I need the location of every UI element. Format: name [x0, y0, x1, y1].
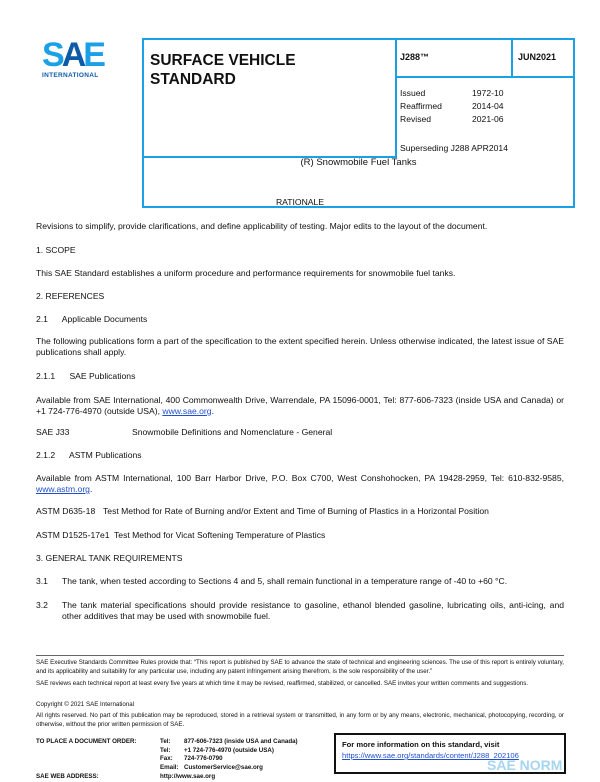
paragraph: This SAE Standard establishes a uniform procedure and performance requirements for snowmobile fuel tanks. [36, 268, 456, 278]
paragraph: Available from SAE International, 400 Commonwealth Drive, Warrendale, PA 15096-0001, Tel: 877-606-7323 (inside USA and Canada) or +1 724-776-4970 (outside USA), www.sae.org. [36, 395, 564, 416]
paragraph: The following publications form a part of the specification to the extent specified herein. Unless otherwise indicated, the latest issue of SAE publications shall apply. [36, 336, 564, 357]
reference-title: Test Method for Rate of Burning and/or Extent and Time of Burning of Plastics in a Horizontal Position [103, 506, 489, 516]
contact-values: 877-606-7323 (inside USA and Canada) +1 724-776-4970 (outside USA) 724-776-0790 CustomerService@sae.org [184, 738, 298, 771]
doc-date: JUN2021 [518, 52, 557, 62]
web-label: SAE WEB ADDRESS: [36, 773, 99, 780]
reference-id: ASTM D635-18 [36, 506, 96, 516]
section-heading: 2.1.2 ASTM Publications [36, 450, 142, 460]
paragraph: The tank, when tested according to Sections 4 and 5, shall remain functional in a temperature range of -40 to +60 °C. [62, 576, 508, 586]
rationale-text: Revisions to simplify, provide clarifications, and define applicability of testing. Major edits to the layout of the document. [36, 221, 488, 231]
doc-type: SURFACE VEHICLE STANDARD [150, 52, 296, 88]
section-heading: 2.1.1 SAE Publications [36, 371, 136, 381]
doc-number: J288™ [400, 52, 430, 62]
astm-link[interactable]: www.astm.org [36, 484, 90, 494]
para-number: 3.2 [36, 600, 48, 610]
dates-values: 1972-10 2014-04 2021-06 [472, 88, 504, 124]
logo-mark: SAE [42, 36, 103, 74]
web-address[interactable]: http://www.sae.org [160, 773, 216, 780]
para-number: 3.1 [36, 576, 48, 586]
reference-id: ASTM D1525-17e1 [36, 530, 110, 540]
section-heading: 2. REFERENCES [36, 291, 105, 301]
footer-review: SAE reviews each technical report at least every five years at which time it may be revised, reaffirmed, stabilized, or cancelled. SAE invites your written comments and suggestions. [36, 680, 529, 687]
paragraph: The tank material specifications should provide resistance to gasoline, ethanol blended gasoline, lubricating oils, anti-icing, and other additives that may be used with snowmobile fuel. [62, 600, 564, 621]
info-link[interactable]: https://www.sae.org/standards/content/J288_202106 [342, 751, 519, 760]
contact-keys: Tel: Tel: Fax: Email: [160, 738, 179, 771]
paragraph: Available from ASTM International, 100 Barr Harbor Drive, P.O. Box C700, West Conshohocken, PA 19428-2959, Tel: 610-832-9585, www.astm.org. [36, 473, 564, 494]
reference-id: SAE J33 [36, 427, 70, 437]
dates-labels: Issued Reaffirmed Revised [400, 88, 442, 124]
doc-title: (R) Snowmobile Fuel Tanks [300, 157, 417, 168]
info-heading: For more information on this standard, visit [342, 740, 500, 749]
section-heading: 1. SCOPE [36, 245, 76, 255]
copyright: Copyright © 2021 SAE International [36, 701, 135, 708]
footer-divider [36, 655, 564, 656]
reference-title: Snowmobile Definitions and Nomenclature - General [132, 427, 333, 437]
watermark: SAE NORM [487, 757, 563, 773]
rationale-heading: RATIONALE [275, 197, 325, 207]
logo-sub: INTERNATIONAL [42, 72, 99, 79]
reference-title: Test Method for Vicat Softening Temperature of Plastics [114, 530, 326, 540]
section-heading: 2.1 Applicable Documents [36, 314, 148, 324]
footer-rights: All rights reserved. No part of this publication may be reproduced, stored in a retrieval system or transmitted, in any form or by any means, electronic, mechanical, photocopying, recording, or otherwise, without the prior written permission of SAE. [36, 712, 564, 728]
superseding: Superseding J288 APR2014 [400, 143, 508, 153]
section-heading: 3. GENERAL TANK REQUIREMENTS [36, 553, 183, 563]
footer-rules: SAE Executive Standards Committee Rules provide that: “This report is published by SAE to advance the state of technical and engineering sciences. The use of this report is entirely voluntary, and its applicability and suitability for any particular use, including any patent infringement arising therefrom, is the sole responsibility of the user.” [36, 659, 564, 675]
sae-logo [42, 38, 122, 79]
sae-link[interactable]: www.sae.org [162, 406, 212, 416]
order-label: TO PLACE A DOCUMENT ORDER: [36, 738, 137, 745]
header-divider [511, 38, 513, 78]
